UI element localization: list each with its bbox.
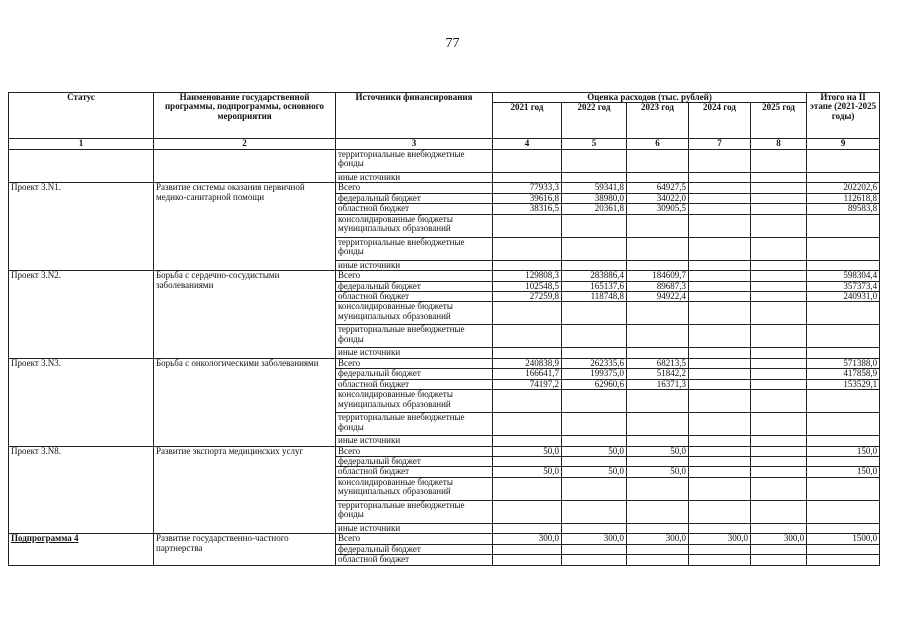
col-num: 4 (493, 139, 562, 149)
value-cell: 283886,4 (562, 271, 627, 281)
value-cell (689, 204, 751, 214)
source-cell: консолидированные бюджеты муниципальных образований (336, 390, 493, 413)
value-cell (751, 369, 807, 379)
total-cell (807, 237, 880, 260)
value-cell (562, 302, 627, 325)
col-num: 3 (336, 139, 493, 149)
value-cell (751, 436, 807, 446)
source-cell: областной бюджет (336, 204, 493, 214)
value-cell (627, 260, 689, 270)
value-cell: 165137,6 (562, 281, 627, 291)
col-num: 9 (807, 139, 880, 149)
value-cell (493, 260, 562, 270)
value-cell: 68213,5 (627, 358, 689, 368)
source-cell: федеральный бюджет (336, 193, 493, 203)
total-cell: 357373,4 (807, 281, 880, 291)
total-cell (807, 436, 880, 446)
value-cell (689, 544, 751, 554)
value-cell (689, 260, 751, 270)
value-cell (493, 172, 562, 182)
value-cell (493, 237, 562, 260)
total-cell: 150,0 (807, 446, 880, 456)
value-cell: 51842,2 (627, 369, 689, 379)
value-cell (751, 477, 807, 500)
header-year-2025: 2025 год (751, 103, 807, 139)
value-cell (689, 193, 751, 203)
value-cell (627, 149, 689, 172)
value-cell (493, 457, 562, 467)
table-row (9, 183, 880, 193)
value-cell (751, 291, 807, 301)
value-cell (689, 500, 751, 523)
value-cell (689, 172, 751, 182)
value-cell (689, 291, 751, 301)
column-number-row (9, 139, 880, 149)
value-cell (751, 193, 807, 203)
total-cell (807, 555, 880, 565)
status-label: Подпрограмма 4 (11, 533, 79, 544)
value-cell: 300,0 (689, 534, 751, 544)
value-cell (689, 214, 751, 237)
total-cell (807, 413, 880, 436)
value-cell (627, 544, 689, 554)
value-cell (751, 149, 807, 172)
value-cell (689, 446, 751, 456)
value-cell: 34022,0 (627, 193, 689, 203)
program-name-cell: Развитие государственно-частного партнерства (154, 534, 336, 565)
source-cell: территориальные внебюджетные фонды (336, 500, 493, 523)
page-number: 77 (445, 36, 460, 51)
value-cell (627, 555, 689, 565)
header-year-2023: 2023 год (627, 103, 689, 139)
value-cell (689, 413, 751, 436)
source-cell: областной бюджет (336, 379, 493, 389)
value-cell (689, 237, 751, 260)
value-cell: 300,0 (627, 534, 689, 544)
total-cell (807, 457, 880, 467)
value-cell (562, 555, 627, 565)
source-cell: федеральный бюджет (336, 544, 493, 554)
value-cell (562, 477, 627, 500)
value-cell (562, 544, 627, 554)
value-cell (751, 446, 807, 456)
value-cell: 50,0 (562, 446, 627, 456)
total-cell: 112618,8 (807, 193, 880, 203)
status-cell (9, 358, 154, 446)
value-cell (562, 237, 627, 260)
header-estimate: Оценка расходов (тыс. рублей) (493, 93, 807, 103)
table-row (9, 271, 880, 281)
value-cell (751, 172, 807, 182)
header-year-2021: 2021 год (493, 103, 562, 139)
value-cell (751, 260, 807, 270)
source-cell: территориальные внебюджетные фонды (336, 237, 493, 260)
total-cell (807, 390, 880, 413)
value-cell: 62960,6 (562, 379, 627, 389)
total-cell (807, 500, 880, 523)
value-cell (751, 555, 807, 565)
total-cell: 150,0 (807, 467, 880, 477)
col-num: 6 (627, 139, 689, 149)
source-cell: консолидированные бюджеты муниципальных образований (336, 214, 493, 237)
source-cell: федеральный бюджет (336, 369, 493, 379)
source-cell: территориальные внебюджетные фонды (336, 413, 493, 436)
value-cell: 39616,8 (493, 193, 562, 203)
value-cell (751, 500, 807, 523)
value-cell (493, 436, 562, 446)
program-name-cell: Борьба с сердечно-сосудистыми заболеваниями (154, 271, 336, 359)
value-cell (493, 413, 562, 436)
value-cell: 50,0 (493, 467, 562, 477)
table-row (9, 534, 880, 544)
header-row (9, 93, 880, 103)
value-cell: 30905,5 (627, 204, 689, 214)
col-num: 2 (154, 139, 336, 149)
status-cell (9, 271, 154, 359)
program-name-cell: Развитие системы оказания первичной медико-санитарной помощи (154, 183, 336, 271)
value-cell (562, 457, 627, 467)
source-cell: Всего (336, 358, 493, 368)
value-cell (689, 325, 751, 348)
value-cell (493, 523, 562, 533)
value-cell: 184609,7 (627, 271, 689, 281)
value-cell (689, 302, 751, 325)
source-cell: областной бюджет (336, 291, 493, 301)
total-cell: 417858,9 (807, 369, 880, 379)
status-label: Проект 3.N8. (11, 446, 62, 456)
source-cell: Всего (336, 534, 493, 544)
header-total: Итого на II этапе (2021-2025 годы) (807, 93, 880, 139)
value-cell (689, 348, 751, 358)
status-cell (9, 534, 154, 565)
budget-table (8, 92, 880, 566)
value-cell (751, 544, 807, 554)
value-cell (493, 348, 562, 358)
value-cell: 199375,0 (562, 369, 627, 379)
value-cell (562, 436, 627, 446)
value-cell: 77933,3 (493, 183, 562, 193)
source-cell: иные источники (336, 260, 493, 270)
value-cell: 38316,5 (493, 204, 562, 214)
table-row (9, 446, 880, 456)
table-row (9, 358, 880, 368)
status-label: Проект 3.N2. (11, 270, 62, 281)
value-cell (493, 325, 562, 348)
status-label: Проект 3.N1. (11, 182, 62, 193)
value-cell (627, 500, 689, 523)
value-cell (751, 467, 807, 477)
value-cell: 300,0 (493, 534, 562, 544)
value-cell: 300,0 (751, 534, 807, 544)
value-cell (627, 477, 689, 500)
value-cell (493, 149, 562, 172)
source-cell: областной бюджет (336, 555, 493, 565)
value-cell (751, 325, 807, 348)
total-cell (807, 544, 880, 554)
total-cell (807, 172, 880, 182)
total-cell (807, 477, 880, 500)
table-row (9, 149, 880, 172)
status-cell (9, 446, 154, 534)
col-num: 8 (751, 139, 807, 149)
value-cell: 262335,6 (562, 358, 627, 368)
value-cell (751, 379, 807, 389)
value-cell (627, 237, 689, 260)
total-cell (807, 302, 880, 325)
value-cell (627, 390, 689, 413)
total-cell (807, 214, 880, 237)
value-cell (627, 457, 689, 467)
value-cell (562, 325, 627, 348)
value-cell: 94922,4 (627, 291, 689, 301)
value-cell (562, 413, 627, 436)
total-cell: 240931,0 (807, 291, 880, 301)
value-cell (689, 183, 751, 193)
value-cell (751, 348, 807, 358)
value-cell (751, 390, 807, 413)
value-cell: 50,0 (562, 467, 627, 477)
total-cell (807, 348, 880, 358)
source-cell: иные источники (336, 436, 493, 446)
total-cell: 1500,0 (807, 534, 880, 544)
source-cell: Всего (336, 271, 493, 281)
value-cell: 27259,8 (493, 291, 562, 301)
value-cell (627, 348, 689, 358)
value-cell (689, 390, 751, 413)
value-cell: 166641,7 (493, 369, 562, 379)
value-cell: 50,0 (627, 467, 689, 477)
header-sources: Источники финансирования (336, 93, 493, 139)
value-cell (751, 214, 807, 237)
total-cell (807, 325, 880, 348)
status-label: Проект 3.N3. (11, 358, 62, 368)
program-name-cell: Развитие экспорта медицинских услуг (154, 446, 336, 534)
value-cell (751, 358, 807, 368)
value-cell: 50,0 (627, 446, 689, 456)
value-cell (751, 237, 807, 260)
value-cell (562, 172, 627, 182)
value-cell: 240838,9 (493, 358, 562, 368)
header-name: Наименование государственной программы, подпрограммы, основного мероприятия (154, 93, 336, 139)
value-cell (689, 436, 751, 446)
value-cell (562, 348, 627, 358)
value-cell (751, 183, 807, 193)
value-cell: 20361,8 (562, 204, 627, 214)
value-cell (751, 281, 807, 291)
value-cell: 38980,0 (562, 193, 627, 203)
source-cell: иные источники (336, 348, 493, 358)
value-cell (493, 544, 562, 554)
value-cell: 129808,3 (493, 271, 562, 281)
value-cell: 102548,5 (493, 281, 562, 291)
source-cell: федеральный бюджет (336, 457, 493, 467)
value-cell (751, 271, 807, 281)
value-cell (689, 358, 751, 368)
value-cell (493, 390, 562, 413)
value-cell (627, 214, 689, 237)
source-cell: Всего (336, 446, 493, 456)
value-cell (493, 302, 562, 325)
col-num: 7 (689, 139, 751, 149)
total-cell: 89583,8 (807, 204, 880, 214)
value-cell (751, 413, 807, 436)
header-status: Статус (9, 93, 154, 139)
value-cell (689, 477, 751, 500)
value-cell (689, 457, 751, 467)
program-name-cell: Борьба с онкологическими заболеваниями (154, 358, 336, 446)
value-cell (562, 523, 627, 533)
value-cell (627, 302, 689, 325)
header-year-2024: 2024 год (689, 103, 751, 139)
source-cell: Всего (336, 183, 493, 193)
header-year-2022: 2022 год (562, 103, 627, 139)
source-cell: территориальные внебюджетные фонды (336, 325, 493, 348)
source-cell: территориальные внебюджетные фонды (336, 149, 493, 172)
col-num: 5 (562, 139, 627, 149)
value-cell (562, 260, 627, 270)
value-cell: 74197,2 (493, 379, 562, 389)
total-cell: 571388,0 (807, 358, 880, 368)
value-cell: 64927,5 (627, 183, 689, 193)
value-cell (627, 172, 689, 182)
value-cell: 50,0 (493, 446, 562, 456)
value-cell (562, 390, 627, 413)
value-cell: 89687,3 (627, 281, 689, 291)
value-cell (627, 325, 689, 348)
value-cell (562, 149, 627, 172)
value-cell (627, 413, 689, 436)
value-cell (493, 477, 562, 500)
value-cell (689, 555, 751, 565)
value-cell (689, 149, 751, 172)
source-cell: иные источники (336, 523, 493, 533)
value-cell (627, 523, 689, 533)
value-cell (689, 523, 751, 533)
total-cell: 598304,4 (807, 271, 880, 281)
status-cell (9, 183, 154, 271)
source-cell: областной бюджет (336, 467, 493, 477)
status-cell (9, 149, 154, 182)
value-cell (562, 214, 627, 237)
total-cell (807, 523, 880, 533)
value-cell (751, 302, 807, 325)
value-cell (689, 271, 751, 281)
value-cell: 300,0 (562, 534, 627, 544)
value-cell (562, 500, 627, 523)
value-cell (493, 500, 562, 523)
total-cell: 202202,6 (807, 183, 880, 193)
value-cell (493, 214, 562, 237)
col-num: 1 (9, 139, 154, 149)
source-cell: федеральный бюджет (336, 281, 493, 291)
value-cell (627, 436, 689, 446)
source-cell: консолидированные бюджеты муниципальных образований (336, 477, 493, 500)
value-cell: 16371,3 (627, 379, 689, 389)
value-cell (689, 281, 751, 291)
program-name-cell (154, 149, 336, 182)
value-cell: 118748,8 (562, 291, 627, 301)
value-cell (493, 555, 562, 565)
value-cell (751, 204, 807, 214)
source-cell: иные источники (336, 172, 493, 182)
value-cell (689, 379, 751, 389)
value-cell (689, 467, 751, 477)
total-cell: 153529,1 (807, 379, 880, 389)
total-cell (807, 260, 880, 270)
source-cell: консолидированные бюджеты муниципальных образований (336, 302, 493, 325)
value-cell (689, 369, 751, 379)
value-cell (751, 523, 807, 533)
total-cell (807, 149, 880, 172)
value-cell (751, 457, 807, 467)
value-cell: 59341,8 (562, 183, 627, 193)
